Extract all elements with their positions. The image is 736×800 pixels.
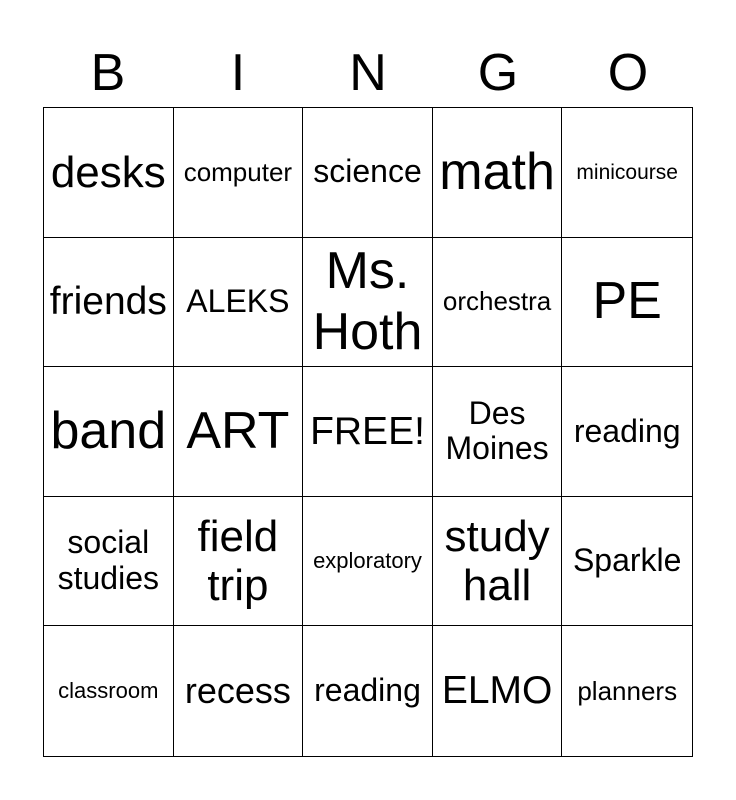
- cell-text: reading: [573, 412, 681, 449]
- cell-text: math: [439, 142, 555, 201]
- cell-text: computer: [183, 156, 293, 187]
- bingo-cell: [433, 367, 563, 497]
- bingo-cell: [303, 238, 433, 368]
- cell-text: minicourse: [576, 160, 678, 184]
- bingo-cell: [562, 367, 692, 497]
- bingo-cell: [433, 108, 563, 238]
- bingo-cell: [44, 367, 174, 497]
- cell-text: PE: [592, 272, 662, 331]
- cell-text: recess: [184, 669, 291, 711]
- header-letter-b: B: [90, 44, 126, 102]
- cell-text: planners: [577, 675, 678, 706]
- bingo-cell: [174, 108, 304, 238]
- header-letter-n: N: [349, 44, 387, 102]
- bingo-cell: [44, 497, 174, 627]
- cell-text: Ms. Hoth: [312, 241, 423, 361]
- cell-text: Sparkle: [572, 542, 682, 579]
- bingo-cell: [303, 108, 433, 238]
- cell-text: exploratory: [313, 547, 422, 573]
- cell-text: FREE!: [310, 409, 425, 453]
- bingo-cell: [303, 626, 433, 756]
- header-letter-g: G: [477, 44, 519, 102]
- bingo-cell: [44, 108, 174, 238]
- cell-text: field trip: [197, 511, 279, 611]
- bingo-cell: [562, 497, 692, 627]
- cell-text: classroom: [58, 677, 159, 703]
- cell-text: social studies: [57, 524, 159, 597]
- bingo-cell: [44, 626, 174, 756]
- bingo-cell: [44, 238, 174, 368]
- bingo-cell: [174, 238, 304, 368]
- bingo-cell: [562, 626, 692, 756]
- free-space: [303, 367, 433, 497]
- cell-text: desks: [50, 147, 166, 197]
- bingo-cell: [174, 367, 304, 497]
- cell-text: friends: [49, 280, 167, 324]
- bingo-cell: [303, 497, 433, 627]
- bingo-cell: [433, 626, 563, 756]
- bingo-cell: [562, 238, 692, 368]
- bingo-header: [43, 40, 693, 106]
- cell-text: ART: [186, 401, 290, 460]
- cell-text: reading: [314, 672, 421, 709]
- header-letter-o: O: [607, 44, 649, 102]
- bingo-board: [43, 107, 693, 757]
- bingo-cell: [433, 238, 563, 368]
- bingo-cell: [562, 108, 692, 238]
- bingo-cell: [174, 626, 304, 756]
- header-letter-i: I: [230, 44, 246, 102]
- cell-text: ALEKS: [186, 282, 290, 319]
- bingo-cell: [433, 497, 563, 627]
- cell-text: Des Moines: [445, 394, 549, 467]
- cell-text: band: [50, 401, 167, 460]
- bingo-cell: [174, 497, 304, 627]
- cell-text: science: [313, 153, 422, 190]
- cell-text: orchestra: [442, 286, 552, 317]
- cell-text: study hall: [444, 511, 550, 611]
- cell-text: ELMO: [441, 669, 553, 713]
